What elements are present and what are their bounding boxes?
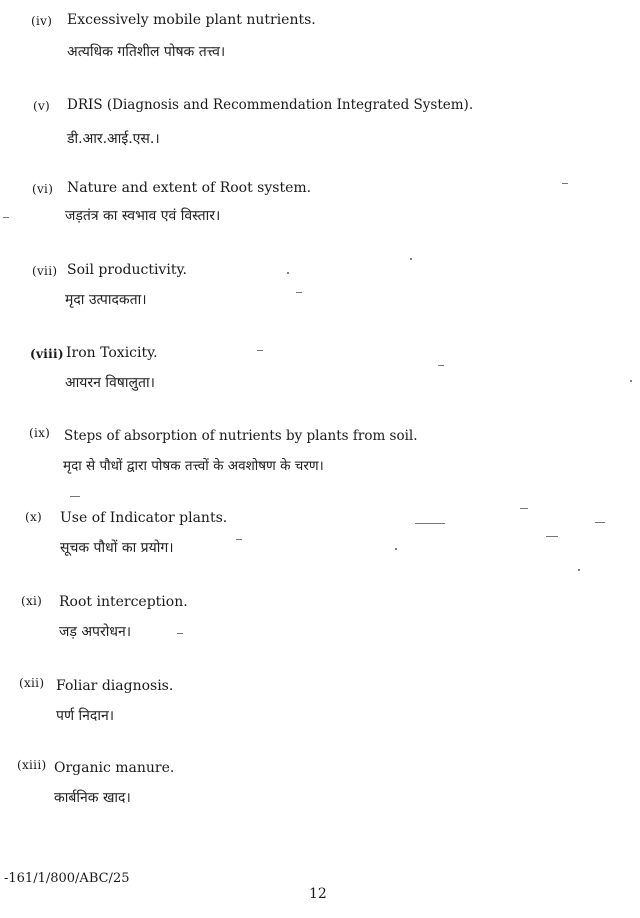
question-item <box>0 260 640 324</box>
question-text-english: Root interception. <box>59 594 188 610</box>
question-text-hindi: सूचक पौधों का प्रयोग। <box>60 540 174 556</box>
scan-speck <box>177 633 183 634</box>
question-text-hindi: मृदा से पौधों द्वारा पोषक तत्त्वों के अवशोषण के चरण। <box>63 458 324 474</box>
question-number: (vii) <box>32 264 58 278</box>
question-text-english: Nature and extent of Root system. <box>67 180 312 196</box>
question-text-english: Organic manure. <box>54 760 175 776</box>
question-number: (x) <box>25 510 43 524</box>
scan-dot <box>287 272 289 274</box>
question-text-english: Soil productivity. <box>67 262 187 278</box>
question-item <box>0 178 640 242</box>
scan-speck <box>562 183 568 184</box>
question-item <box>0 10 640 74</box>
question-item <box>0 95 640 159</box>
scan-speck <box>70 496 80 497</box>
question-number: (viii) <box>30 347 64 361</box>
scan-speck <box>438 365 444 366</box>
scan-speck <box>415 523 445 524</box>
question-text-english: Use of Indicator plants. <box>60 510 228 526</box>
question-item <box>0 424 640 488</box>
question-text-hindi: पर्ण निदान। <box>56 708 115 724</box>
question-item <box>0 756 640 820</box>
scan-dot <box>578 569 580 571</box>
question-number: (iv) <box>31 14 53 28</box>
question-item <box>0 674 640 738</box>
scan-speck <box>236 539 242 540</box>
question-number: (ix) <box>29 426 51 440</box>
question-item <box>0 343 640 407</box>
scan-dot <box>410 258 412 260</box>
question-text-hindi: अत्यधिक गतिशील पोषक तत्त्व। <box>67 44 226 60</box>
scan-dot <box>395 548 397 550</box>
question-number: (xiii) <box>17 758 47 772</box>
question-text-english: Steps of absorption of nutrients by plants from soil. <box>64 428 418 444</box>
question-text-english: Iron Toxicity. <box>66 345 158 361</box>
scan-speck <box>257 350 263 351</box>
question-number: (xi) <box>21 594 43 608</box>
question-number: (vi) <box>32 182 54 196</box>
scan-speck <box>595 522 605 523</box>
scan-dot <box>630 380 632 382</box>
question-item <box>0 592 640 656</box>
page-number: 12 <box>309 886 327 902</box>
question-text-english: Excessively mobile plant nutrients. <box>67 12 316 28</box>
question-text-hindi: जड़ अपरोधन। <box>59 624 132 640</box>
question-text-hindi: जड़तंत्र का स्वभाव एवं विस्तार। <box>65 208 221 224</box>
question-number: (xii) <box>19 676 45 690</box>
scan-speck <box>520 508 528 509</box>
question-text-hindi: मृदा उत्पादकता। <box>65 292 147 308</box>
question-text-hindi: आयरन विषालुता। <box>65 375 155 391</box>
scan-speck <box>3 217 9 218</box>
question-text-hindi: डी.आर.आई.एस.। <box>67 131 160 147</box>
question-text-english: DRIS (Diagnosis and Recommendation Integrated System). <box>67 97 474 113</box>
scan-speck <box>296 292 302 293</box>
question-item <box>0 508 640 572</box>
question-text-english: Foliar diagnosis. <box>56 678 174 694</box>
question-number: (v) <box>33 99 51 113</box>
paper-code: -161/1/800/ABC/25 <box>4 871 130 886</box>
question-text-hindi: कार्बनिक खाद। <box>54 790 131 806</box>
scan-speck <box>546 536 558 537</box>
